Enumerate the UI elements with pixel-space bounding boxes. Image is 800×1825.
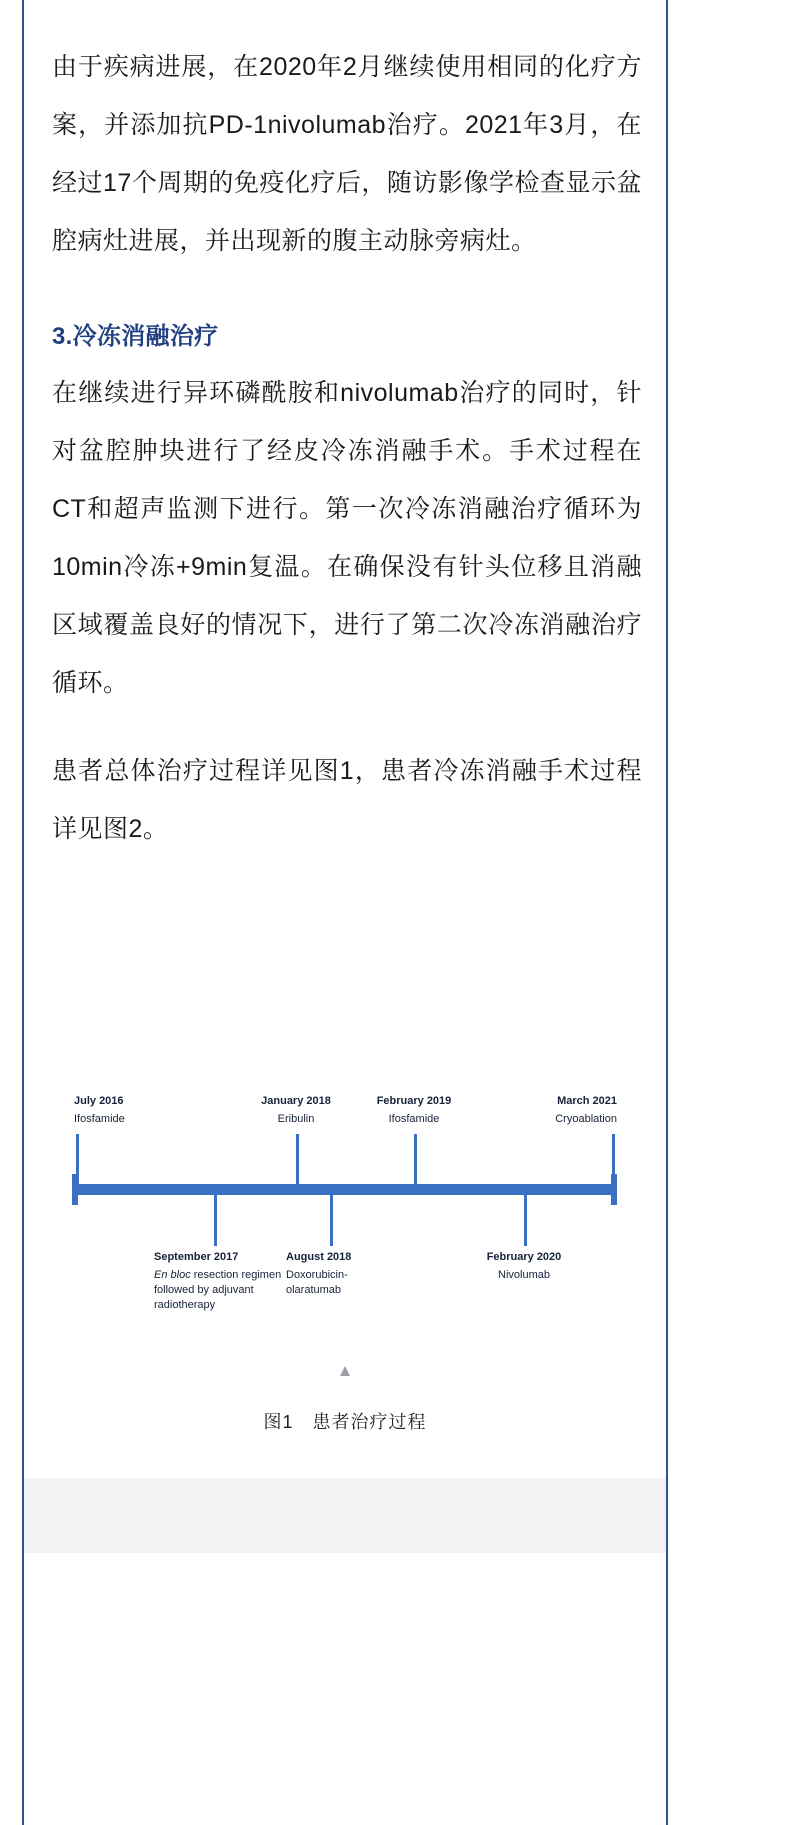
paragraph-disease-progression: 由于疾病进展，在2020年2月继续使用相同的化疗方案，并添加抗PD-1nivolumab治疗。2021年3月，在经过17个周期的免疫化疗后，随访影像学检查显示盆腔病灶进展，并出现新的腹主动脉旁病灶。: [52, 53, 642, 255]
timeline-event-date: March 2021: [557, 1095, 617, 1107]
timeline-event-desc-rest: resection regimen followed by adjuvant radiotherapy: [154, 1269, 282, 1311]
timeline-tick-september-2017: [214, 1194, 217, 1246]
bottom-spacer-band: [24, 1478, 666, 1553]
timeline-event-desc: [154, 1268, 289, 1313]
timeline-event-date: February 2019: [376, 1095, 452, 1107]
timeline-event-date: September 2017: [154, 1251, 239, 1263]
article-content: [52, 0, 642, 858]
timeline-event-desc-italic: En bloc: [154, 1269, 191, 1281]
figure-caption: 图1 患者治疗过程: [263, 1412, 427, 1432]
figure-1: [24, 1050, 666, 1470]
right-margin-rule: [666, 0, 668, 1825]
timeline-tick-january-2018: [296, 1134, 299, 1186]
timeline-event-february-2020: [449, 1250, 599, 1283]
timeline-tick-july-2016: [76, 1134, 79, 1186]
timeline-event-date: February 2020: [486, 1251, 562, 1263]
timeline-event-desc: Eribulin: [277, 1113, 315, 1125]
timeline-axis: [72, 1184, 617, 1195]
timeline-event-july-2016: [74, 1094, 224, 1127]
timeline-event-desc: Ifosfamide: [388, 1113, 440, 1125]
timeline-tick-february-2020: [524, 1194, 527, 1246]
timeline-tick-march-2021: [612, 1134, 615, 1186]
timeline-event-march-2021: [467, 1094, 617, 1127]
timeline-tick-february-2019: [414, 1134, 417, 1186]
timeline-event-date: January 2018: [261, 1095, 331, 1107]
paragraph-cryoablation: 在继续进行异环磷酰胺和nivolumab治疗的同时，针对盆腔肿块进行了经皮冷冻消融手术。手术过程在CT和超声监测下进行。第一次冷冻消融治疗循环为10min冷冻+9min复温。在确保没有针头位移且消融区域覆盖良好的情况下，进行了第二次冷冻消融治疗循环。: [52, 379, 642, 697]
timeline-event-date: August 2018: [286, 1251, 352, 1263]
collapse-arrow-icon[interactable]: ▲: [336, 1361, 354, 1380]
timeline-event-desc: Doxorubicin-olaratumab: [286, 1269, 348, 1296]
timeline-event-desc: Cryoablation: [555, 1113, 617, 1125]
timeline-tick-august-2018: [330, 1194, 333, 1246]
timeline-event-date: July 2016: [74, 1095, 124, 1107]
timeline-event-desc: Nivolumab: [498, 1269, 550, 1281]
section-heading-cryoablation: 3.冷冻消融治疗: [52, 323, 219, 350]
timeline-event-august-2018: [286, 1250, 396, 1298]
timeline-event-desc: Ifosfamide: [74, 1113, 125, 1125]
timeline-event-september-2017: [154, 1250, 289, 1313]
paragraph-figure-reference: 患者总体治疗过程详见图1，患者冷冻消融手术过程详见图2。: [52, 757, 642, 843]
treatment-timeline: [24, 1050, 666, 1370]
